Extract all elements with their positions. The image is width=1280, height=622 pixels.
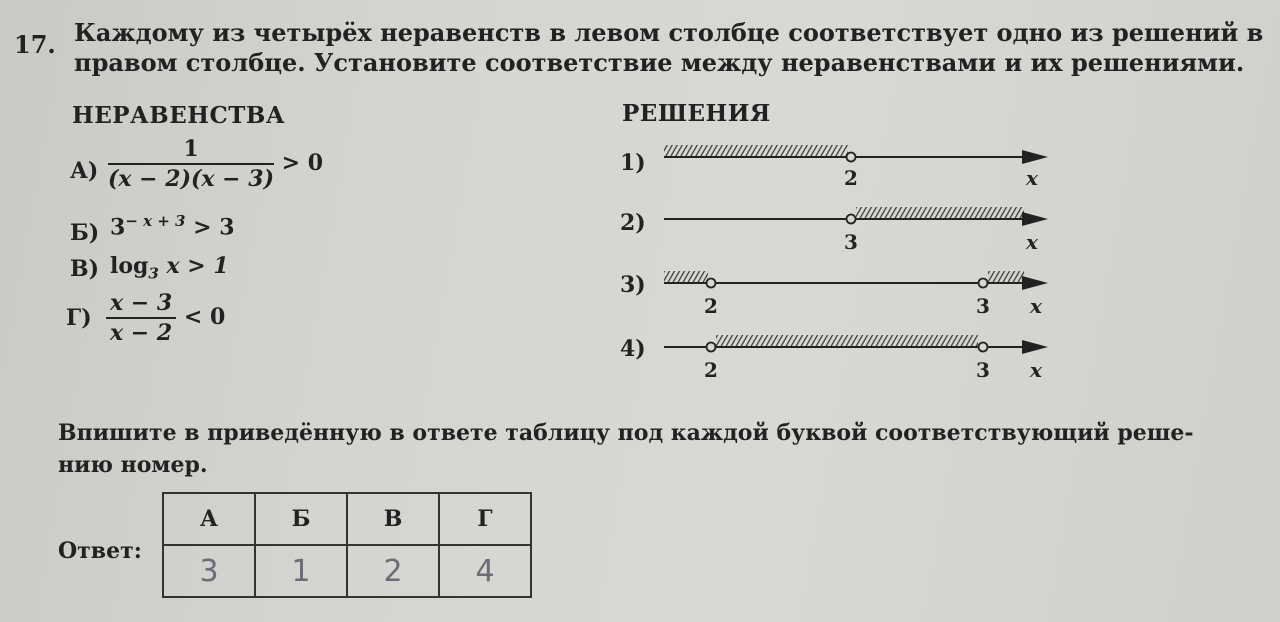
inequality-v-log-base: 3 [148,264,159,283]
inequality-a-numerator: 1 [108,136,274,165]
inequalities-header: НЕРАВЕНСТВА [72,102,286,129]
line-3-tick-3: 3 [976,294,990,318]
inequality-b-tail: > 3 [193,214,235,241]
number-line-3 [664,271,1048,290]
number-line-1 [664,145,1048,164]
line-4-tick-3: 3 [976,358,990,382]
inequality-v-label: В) [70,256,100,282]
solution-4-label: 4) [620,336,646,362]
line-1-tick-2: 2 [844,166,858,190]
line-2-var: x [1026,230,1038,254]
number-line-3-point-2 [707,279,716,288]
answer-header-row [163,493,531,545]
number-line-1-shading [664,145,848,157]
answer-letter-v: В [347,493,439,545]
inequality-g-denominator: x − 2 [110,320,173,346]
inequality-a-denominator: (x − 2)(x − 3) [108,166,274,192]
answer-letter-b: Б [255,493,347,545]
number-line-2-point-3 [847,215,856,224]
line-1-var: x [1026,166,1038,190]
number-line-4-arrow-icon [1022,340,1048,354]
line-3-var: x [1030,294,1042,318]
task-intro-line-2: правом столбце. Установите соответствие между неравенствами и их решениями. [74,48,1245,77]
number-line-3-shading-right [988,271,1024,283]
instruction-line-1: Впишите в приведённую в ответе таблицу под каждой буквой соответствующий реше- [58,420,1194,446]
inequality-b-label: Б) [70,220,100,246]
number-line-1-arrow-icon [1022,150,1048,164]
line-2-tick-3: 3 [844,230,858,254]
line-4-var: x [1030,358,1042,382]
inequality-b-exponent: − x + 3 [125,212,186,230]
instruction-line-2: нию номер. [58,452,208,478]
answer-cell-g[interactable]: 4 [439,545,531,597]
line-3-tick-2: 2 [704,294,718,318]
answer-table [162,492,532,598]
inequality-g-tail: < 0 [183,304,226,330]
answer-letter-a: А [163,493,255,545]
number-line-1-point-2 [847,153,856,162]
inequality-g-label: Г) [66,305,92,331]
number-line-4 [664,335,1048,354]
answer-letter-g: Г [439,493,531,545]
task-intro-line-1: Каждому из четырёх неравенств в левом столбце соответствует одно из решений в [74,18,1264,47]
solutions-header: РЕШЕНИЯ [622,100,771,127]
inequality-b-base: 3 [110,214,126,241]
answer-value-row [163,545,531,597]
answer-cell-v[interactable]: 2 [347,545,439,597]
inequality-v-arg: x > 1 [166,253,229,279]
number-line-3-shading-left [664,271,708,283]
inequality-v-log: log [110,253,149,279]
solution-3-label: 3) [620,272,646,298]
inequality-a-tail: > 0 [281,150,324,176]
number-line-2-arrow-icon [1022,212,1048,226]
answer-cell-a[interactable]: 3 [163,545,255,597]
answer-cell-b[interactable]: 1 [255,545,347,597]
task-number: 17. [14,30,56,59]
line-4-tick-2: 2 [704,358,718,382]
number-line-3-point-3 [979,279,988,288]
solution-2-label: 2) [620,210,646,236]
number-line-2 [664,207,1048,226]
solution-1-label: 1) [620,150,646,176]
number-line-4-shading [716,335,978,347]
inequality-g-numerator: x − 3 [106,290,176,319]
number-line-2-shading [856,207,1024,219]
answer-label: Ответ: [58,538,142,564]
number-line-4-point-3 [979,343,988,352]
number-line-3-arrow-icon [1022,276,1048,290]
inequality-a-label: А) [70,158,99,184]
number-line-4-point-2 [707,343,716,352]
